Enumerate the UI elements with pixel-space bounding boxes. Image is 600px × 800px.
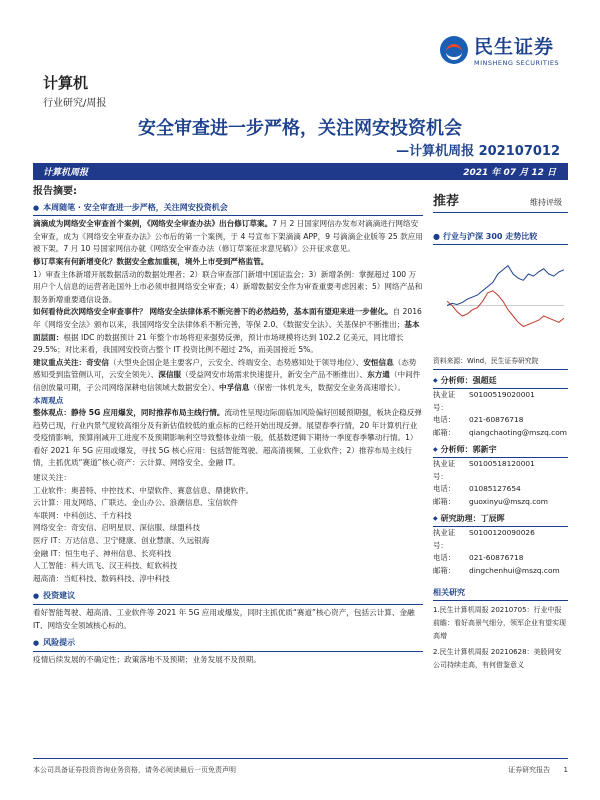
section-header: ● 本周随笔 · 安全审查进一步严格，关注网安投资机会	[33, 202, 423, 217]
footer-disclaimer: 本公司具备证券投资咨询业务资格，请务必阅读最后一页免责声明	[33, 766, 236, 774]
summary-heading: 报告摘要:	[33, 186, 77, 197]
list-item: 云计算：用友网络、广联达、金山办公、浪潮信息、宝信软件	[33, 498, 239, 508]
brand-name-en: MINSHENG SECURITIES	[474, 59, 560, 67]
analyst-name: ◆ 分析师： 强超廷	[433, 372, 568, 389]
paragraph: 修订草案有何新增变化？数据安全愈加重视，境外上市受到严格监管。	[33, 256, 269, 266]
report-type: 行业研究/周报	[43, 98, 107, 109]
section-bullet-icon: ●	[33, 592, 40, 601]
section-header: ● 风险提示	[33, 637, 423, 652]
paragraph: 看好智能驾驶、超高清、工业软件等 2021 年 5G 应用或爆发，同时主抓优质“赛道”核心资产，包括云计算、金融 IT、网络安全领域核心标的。	[33, 608, 415, 630]
paragraph: 建议重点关注：奇安信（大型央企国企是主要客户，云安全、终端安全、态势感知处于领导地位）、安恒信息（态势感知受到监管侧认可，云安全领先）、深信服（受益网安市场需求快速提升，新安全产品不断推出）、东方通（中间件信创放量可期，子公司网络深耕电信领域大数据安全）、中孚信息（保密一体机龙头，数据安全业务高速增长）。	[33, 357, 421, 392]
analyst-name: ◆ 分析师： 郭新宇	[433, 441, 568, 458]
chart-title: ● 行业与沪深 300 走势比较	[433, 231, 568, 245]
list-item: 车联网：中科创达、千方科技	[33, 510, 132, 520]
analyst-email: 邮箱： qiangchaoting@mszq.com	[433, 427, 567, 437]
main-content	[33, 186, 423, 666]
analyst-name: ◆ 研究助理： 丁辰晖	[433, 510, 568, 527]
bullet-icon: ◆	[433, 446, 438, 453]
analyst-card	[433, 441, 568, 508]
analyst-list	[433, 372, 568, 577]
paragraph: 如何看待此次网络安全审查事件？ 网络安全法律体系不断完善下的必然趋势，基本面有望迎来进一步催化。自 2016 年《网络安全法》颁布以来，我国网络安全法律体系不断完善，等保 2.0、《数据安全法》、关基保护不断推出；基本面层面：根据 IDC 的数据预计 21 年整个市场将迎来强势反弹，预计市场规模将达到 102.2 亿美元，同比增长 29.5%；对比来看，我国网安投资占整个 IT 投资比例不超过 2%，而美国接近 5%。	[33, 307, 422, 355]
footer	[33, 758, 568, 775]
recommendation-label: 推荐	[433, 194, 460, 209]
section-bullet-icon: ●	[33, 639, 40, 648]
list-item: 金融 IT：恒生电子、神州信息、长亮科技	[33, 548, 172, 558]
header-bar	[33, 163, 568, 180]
analyst-card	[433, 510, 568, 577]
brand-logo	[440, 32, 559, 67]
footer-right: 证券研究报告 1	[508, 766, 568, 774]
bar-label: 计算机周报	[43, 168, 89, 178]
page-subtitle: —计算机周报 202107012	[396, 144, 560, 159]
bullet-icon: ◆	[433, 377, 438, 384]
list-title: 建议关注：	[33, 473, 71, 483]
paragraph: 1）审查主体新增开展数据活动的数据处理者；2）联合审查部门新增中国证监会；3）新增条例：掌握超过 100 万用户个人信息的运营者赴国外上市必须申报网络安全审查；4）新增数据安全作为审查重要考虑因素；5）网络产品和服务新增重要通信设备。	[33, 269, 423, 304]
section-subhead: 本周观点	[33, 395, 64, 405]
analyst-phone: 电话： 01085127654	[433, 484, 521, 493]
section-bullet-icon: ●	[33, 203, 40, 212]
list-item: 超高清：当虹科技、数码科技、淳中科技	[33, 573, 170, 583]
page-title: 安全审查进一步严格，关注网安投资机会	[138, 118, 462, 139]
chart-source: 资料来源：Wind，民生证券研究院	[433, 355, 568, 370]
analyst-cert: 执业证号： S0100120090026	[433, 528, 535, 550]
watch-list	[33, 485, 423, 586]
related-title: 相关研究	[433, 587, 568, 601]
bullet-icon: ◆	[433, 515, 438, 522]
sidebar	[433, 190, 568, 672]
series-line-hs300	[447, 266, 564, 306]
logo-icon	[440, 36, 468, 64]
section-header: ● 投资建议	[33, 590, 423, 605]
rating-label: 维持评级	[530, 198, 562, 207]
trend-chart	[433, 249, 568, 349]
paragraph: 滴滴成为网络安全审查首个案例，《网络安全审查办法》出台修订草案。7 月 2 日国家网信办发布对滴滴进行网络安全审查，成为《网络安全审查办法》公布后的第一个案例，于 4 号宣布下架滴滴 APP，9 号滴滴企业版等 25 款应用被下架。7 月 10 号国家网信办就《网络安全审查办法（修订草案征求意见稿）》公开征求意见。	[33, 219, 423, 254]
paragraph: 整体观点：静待 5G 应用爆发，同时推荐布局主线行情。流动性呈现边际面临加风险偏好回暖预期强，板块企稳反弹趋势已现，行业内景气度较高细分及有新估值较低的重点标的已经开始出现反弹。展望春季行情，20 年计算机行业受疫情影响，预算削减开工进度不及预期影响利空导致整体业绩一般，低基数逻辑下期待一季度春季攀动行情。1）看好 2021 年 5G 应用或爆发，寻找 5G 核心应用：包括智能驾驶、超高清视频、工业软件；2）推荐布局主线行情，主抓优质“赛道”核心资产：云计算、网络安全、金融 IT。	[33, 408, 422, 468]
report-date: 2021 年 07 月 12 日	[463, 168, 556, 178]
analyst-card	[433, 372, 568, 439]
analyst-cert: 执业证号： S0100519020001	[433, 390, 535, 412]
analyst-email: 邮箱： guoxinyu@mszq.com	[433, 496, 548, 506]
list-item: 人工智能：科大讯飞、汉王科技、虹软科技	[33, 561, 178, 571]
industry-label: 计算机	[43, 74, 89, 92]
section-bullet-icon: ●	[433, 232, 440, 241]
analyst-phone: 电话： 021-60876718	[433, 553, 524, 562]
related-item[interactable]: 2.民生计算机周报 20210628：美股网安公司持续走高，有何借鉴意义	[433, 648, 562, 669]
analyst-email: 邮箱： dingchenhui@mszq.com	[433, 565, 560, 575]
analyst-cert: 执业证号： S0100518120001	[433, 459, 535, 481]
paragraph: 疫情后续发展的不确定性；政策落地不及预期；业务发展不及预期。	[33, 654, 261, 664]
brand-name-cn: 民生证券	[474, 36, 555, 58]
recommendation	[433, 190, 568, 213]
page-number: 1	[563, 766, 568, 774]
list-item: 网络安全：奇安信、启明星辰、深信服、绿盟科技	[33, 523, 201, 533]
list-item: 医疗 IT：万达信息、卫宁健康、创业慧康、久远银海	[33, 536, 210, 546]
list-item: 工业软件：奥普特、中控技术、中望软件、赛意信息、鼎捷软件。	[33, 485, 254, 495]
related-list	[433, 604, 568, 672]
related-item[interactable]: 1.民生计算机周报 20210705：行业中报前瞻：看好高景气细分，领军企业有望实现高增	[433, 606, 566, 640]
analyst-phone: 电话： 021-60876718	[433, 415, 524, 424]
series-line-computer	[447, 291, 564, 327]
